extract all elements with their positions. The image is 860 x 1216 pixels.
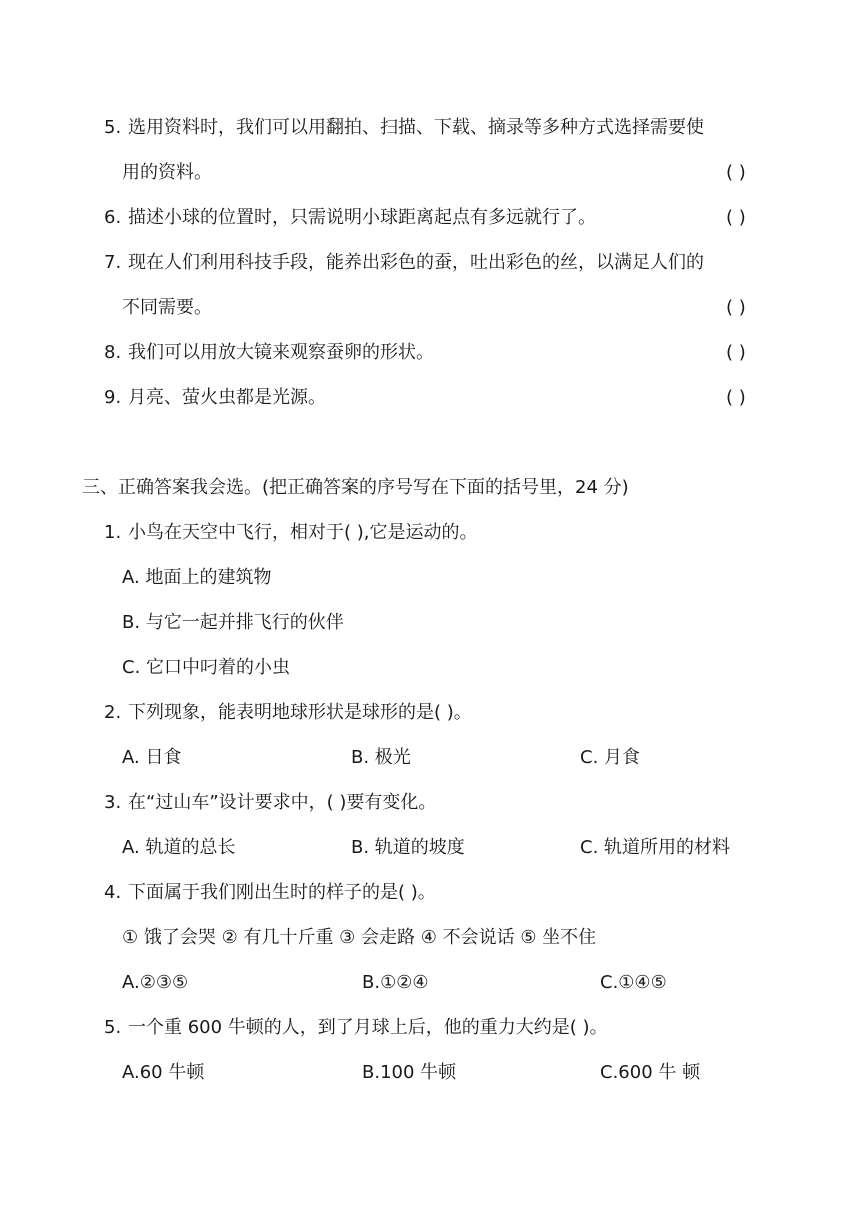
question-text: 在“过山车”设计要求中，( )要有变化。	[128, 792, 437, 813]
question-number: 6.	[104, 207, 122, 228]
question-text: 描述小球的位置时，只需说明小球距离起点有多远就行了。	[128, 207, 596, 228]
question-text-continued: 用的资料。	[122, 162, 212, 183]
question-text: 我们可以用放大镜来观察蚕卵的形状。	[128, 342, 434, 363]
question-number: 8.	[104, 342, 122, 363]
option-a[interactable]: A. 轨道的总长	[122, 837, 236, 858]
option-b[interactable]: B. 与它一起并排飞行的伙伴	[122, 612, 344, 633]
question-number: 5.	[104, 1017, 122, 1038]
question-number: 4.	[104, 882, 122, 903]
option-b[interactable]: B.100 牛顿	[362, 1062, 457, 1083]
question-text: 下列现象，能表明地球形状是球形的是( )。	[128, 702, 472, 723]
question-number: 1.	[104, 522, 122, 543]
option-c[interactable]: C. 月食	[580, 747, 641, 768]
option-a[interactable]: A.60 牛顿	[122, 1062, 205, 1083]
option-a[interactable]: A. 日食	[122, 747, 182, 768]
answer-parentheses[interactable]: ( )	[726, 342, 746, 363]
question-number: 3.	[104, 792, 122, 813]
answer-parentheses[interactable]: ( )	[726, 162, 746, 183]
question-text: 选用资料时，我们可以用翻拍、扫描、下载、摘录等多种方式选择需要使	[128, 117, 704, 138]
option-c[interactable]: C. 轨道所用的材料	[580, 837, 731, 858]
section-title: 三、正确答案我会选。(把正确答案的序号写在下面的括号里，24 分)	[82, 477, 629, 498]
option-a[interactable]: A.②③⑤	[122, 972, 189, 993]
question-text-continued: 不同需要。	[122, 297, 212, 318]
option-c[interactable]: C.①④⑤	[600, 972, 667, 993]
question-text: 现在人们利用科技手段，能养出彩色的蚕，吐出彩色的丝，以满足人们的	[128, 252, 704, 273]
answer-parentheses[interactable]: ( )	[726, 297, 746, 318]
question-number: 5.	[104, 117, 122, 138]
question-text: 月亮、萤火虫都是光源。	[128, 387, 326, 408]
numbered-items: ① 饿了会哭 ② 有几十斤重 ③ 会走路 ④ 不会说话 ⑤ 坐不住	[122, 927, 597, 948]
option-c[interactable]: C.600 牛 顿	[600, 1062, 701, 1083]
question-text: 下面属于我们刚出生时的样子的是( )。	[128, 882, 436, 903]
question-number: 2.	[104, 702, 122, 723]
option-b[interactable]: B.①②④	[362, 972, 429, 993]
question-number: 9.	[104, 387, 122, 408]
question-text: 小鸟在天空中飞行，相对于( ),它是运动的。	[128, 522, 478, 543]
option-b[interactable]: B. 极光	[351, 747, 411, 768]
option-b[interactable]: B. 轨道的坡度	[351, 837, 465, 858]
answer-parentheses[interactable]: ( )	[726, 207, 746, 228]
option-a[interactable]: A. 地面上的建筑物	[122, 567, 272, 588]
question-number: 7.	[104, 252, 122, 273]
question-text: 一个重 600 牛顿的人，到了月球上后，他的重力大约是( )。	[128, 1017, 608, 1038]
option-c[interactable]: C. 它口中叼着的小虫	[122, 657, 291, 678]
answer-parentheses[interactable]: ( )	[726, 387, 746, 408]
